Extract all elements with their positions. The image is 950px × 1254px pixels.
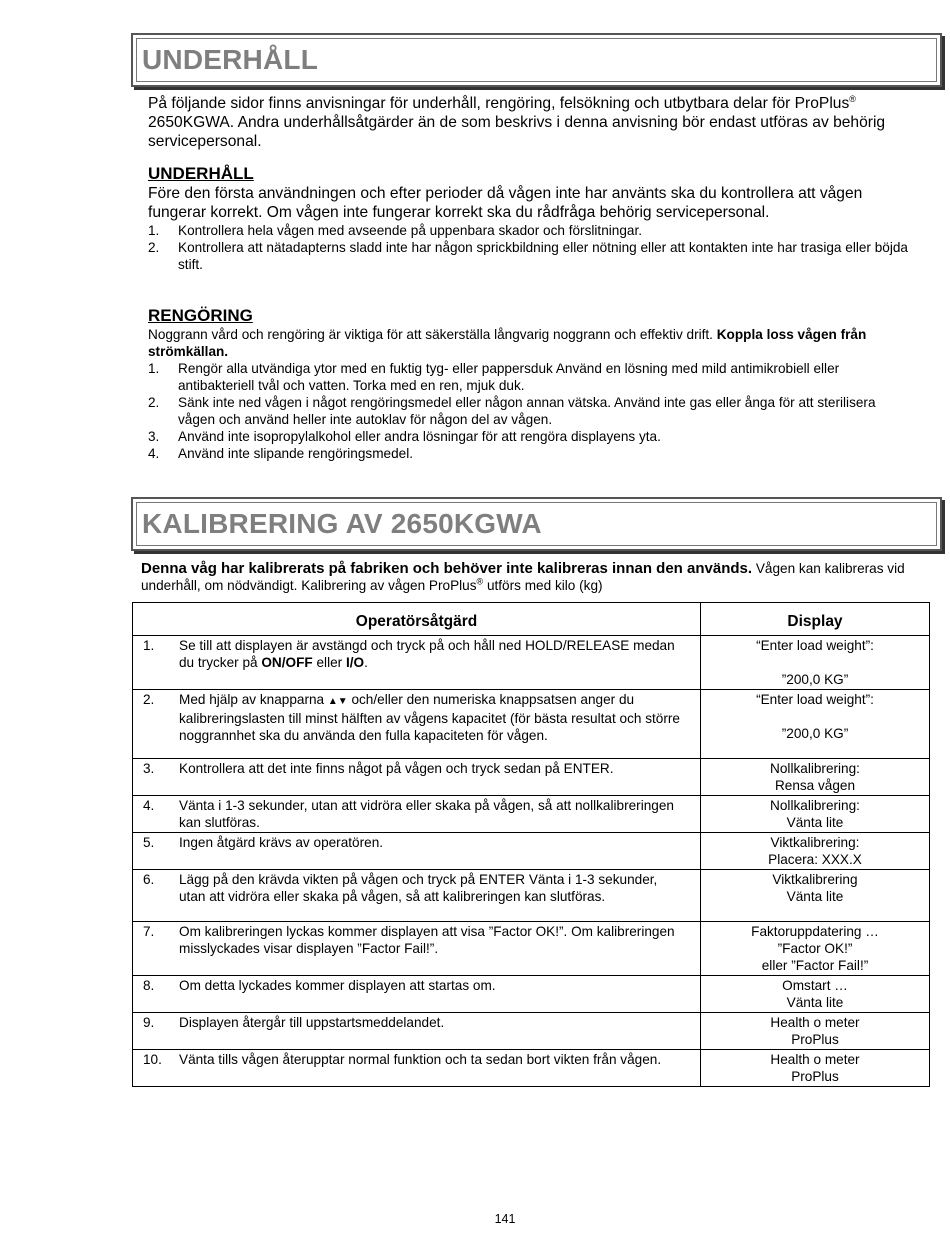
display-line-3: eller ”Factor Fail!”	[761, 958, 869, 973]
key-i: I	[345, 655, 350, 670]
key-off: OFF	[285, 655, 313, 670]
step-text: Om detta lyckades kommer displayen att startas om.	[179, 978, 496, 993]
cleaning-subsection	[148, 306, 908, 462]
calibration-intro	[141, 560, 931, 594]
display-line-1: Omstart …	[782, 978, 848, 993]
display-line-2: ProPlus	[791, 1069, 839, 1084]
step-number: 1.	[143, 638, 155, 653]
display-line-1: Nollkalibrering:	[770, 798, 860, 813]
step-text: Vänta i 1-3 sekunder, utan att vidröra eller skaka på vågen, så att nollkalibreringen kan slutföras.	[179, 798, 674, 830]
step-text	[179, 637, 684, 671]
display-line-2: ProPlus	[791, 1032, 839, 1047]
list-item	[148, 394, 908, 428]
list-text: Kontrollera att nätadapterns sladd inte har någon sprickbildning eller nötning eller att kontakten inte har trasiga eller böjda stift.	[178, 240, 908, 272]
display-cell	[701, 759, 930, 796]
calibration-intro-bold: Denna våg har kalibrerats på fabriken och behöver inte kalibreras innan den används.	[141, 560, 753, 577]
registered-mark: ®	[476, 576, 484, 587]
intro-paragraph	[148, 94, 908, 151]
list-item	[148, 428, 908, 445]
header-operator-action: Operatörsåtgärd	[133, 603, 701, 636]
list-number: 1.	[148, 361, 160, 376]
operator-cell	[133, 690, 701, 759]
list-text: Kontrollera hela vågen med avseende på uppenbara skador och förslitningar.	[178, 223, 643, 238]
display-line-2: Placera: XXX.X	[768, 852, 862, 867]
operator-cell	[133, 870, 701, 922]
list-item	[148, 360, 908, 394]
operator-cell	[133, 1013, 701, 1050]
list-text: Sänk inte ned vågen i något rengöringsmedel eller någon annan vätska. Använd inte gas eller ånga för att sterilisera vågen och använd heller inte autoklav för någon del av vågen.	[178, 395, 876, 427]
table-row	[133, 636, 930, 690]
table-row	[133, 1013, 930, 1050]
step-number: 6.	[143, 872, 155, 887]
display-line-2: ”Factor OK!”	[777, 941, 853, 956]
operator-cell	[133, 1050, 701, 1087]
display-cell	[701, 636, 930, 690]
page-number: 141	[494, 1212, 516, 1226]
operator-cell	[133, 976, 701, 1013]
display-line-2: Rensa vågen	[774, 778, 856, 793]
up-down-arrows-icon: ▲▼	[327, 696, 348, 707]
key-o: O	[353, 655, 365, 670]
cleaning-text-bold: Koppla loss vågen från strömkällan.	[148, 327, 867, 359]
step-text: Kontrollera att det inte finns något på vågen och tryck sedan på ENTER.	[179, 761, 614, 776]
section-heading-maintenance	[131, 33, 942, 87]
maintenance-list	[148, 222, 908, 273]
display-cell	[701, 1050, 930, 1087]
display-line-2: Vänta lite	[786, 995, 844, 1010]
table-row	[133, 870, 930, 922]
step-text-end: .	[364, 655, 368, 670]
step-number: 9.	[143, 1015, 155, 1030]
step-text: Displayen återgår till uppstartsmeddelandet.	[179, 1015, 445, 1030]
table-header-row	[133, 603, 930, 636]
section-title: UNDERHÅLL	[142, 44, 319, 75]
display-line-2: ”200,0 KG”	[781, 672, 849, 687]
header-display: Display	[701, 603, 930, 636]
display-line-1: Viktkalibrering:	[770, 835, 860, 850]
list-number: 1.	[148, 223, 160, 238]
table-row	[133, 833, 930, 870]
maintenance-subsection	[148, 164, 908, 273]
intro-text-2: 2650KGWA. Andra underhållsåtgärder än de som beskrivs i denna anvisning bör endast utföras av behörig servicepersonal.	[148, 114, 886, 150]
display-cell	[701, 796, 930, 833]
cleaning-text-plain: Noggrann vård och rengöring är viktiga för att säkerställa långvarig noggrann och effektiv drift.	[148, 327, 717, 342]
step-text: Ingen åtgärd krävs av operatören.	[179, 835, 384, 850]
display-spacer	[703, 654, 927, 671]
display-spacer	[703, 708, 927, 725]
display-line-2: Vänta lite	[786, 815, 844, 830]
registered-mark: ®	[849, 93, 856, 104]
key-sep: /	[349, 655, 354, 670]
operator-cell	[133, 796, 701, 833]
list-number: 4.	[148, 446, 160, 461]
display-line-1: Faktoruppdatering …	[751, 924, 879, 939]
list-item	[148, 445, 908, 462]
display-line-1: “Enter load weight”:	[756, 692, 874, 707]
calibration-intro-text: Vågen kan kalibreras vid underhåll, om nödvändigt. Kalibrering av vågen ProPlus	[141, 561, 905, 593]
calibration-table	[132, 602, 930, 1087]
step-number: 2.	[143, 692, 155, 707]
key-sep: /	[281, 655, 286, 670]
step-text-post: och/eller den numeriska knappsatsen anger du kalibreringslasten till minst hälften av vågens kapacitet (för bästa resultat och större noggrannhet ska du använda den fulla kapaciteten för vågen.	[179, 692, 680, 743]
step-text-pre: Med hjälp av knapparna	[179, 692, 328, 707]
table-row	[133, 759, 930, 796]
list-text: Rengör alla utvändiga ytor med en fuktig tyg- eller pappersduk Använd en lösning med mild antimikrobiell eller antibakteriell tvål och vatten. Torka med en ren, mjuk duk.	[178, 361, 840, 393]
display-line-1: Health o meter	[770, 1015, 860, 1030]
section-title: KALIBRERING AV 2650KGWA	[142, 508, 542, 539]
display-line-2: Vänta lite	[786, 889, 844, 904]
step-number: 5.	[143, 835, 155, 850]
maintenance-text: Före den första användningen och efter perioder då vågen inte har använts ska du kontrollera att vågen fungerar korrekt. Om vågen inte fungerar korrekt ska du rådfråga behörig servicepersonal.	[148, 185, 863, 221]
display-cell	[701, 833, 930, 870]
list-number: 3.	[148, 429, 160, 444]
operator-cell	[133, 636, 701, 690]
table-row	[133, 976, 930, 1013]
cleaning-text	[148, 326, 908, 360]
step-number: 4.	[143, 798, 155, 813]
list-item	[148, 239, 908, 273]
table-row	[133, 922, 930, 976]
list-item	[148, 222, 908, 239]
list-text: Använd inte isopropylalkohol eller andra lösningar för att rengöra displayens yta.	[178, 429, 661, 444]
list-number: 2.	[148, 395, 160, 410]
step-text-pre: Se till att displayen är avstängd och tryck på och håll ned HOLD/RELEASE medan du trycker på	[179, 638, 675, 670]
display-line-1: Viktkalibrering	[772, 872, 858, 887]
operator-cell	[133, 833, 701, 870]
display-cell	[701, 870, 930, 922]
list-text: Använd inte slipande rengöringsmedel.	[178, 446, 414, 461]
section-heading-calibration	[131, 497, 942, 551]
intro-text-1: På följande sidor finns anvisningar för underhåll, rengöring, felsökning och utbytbara delar för ProPlus	[148, 95, 850, 112]
step-number: 7.	[143, 924, 155, 939]
table-row	[133, 1050, 930, 1087]
display-cell	[701, 922, 930, 976]
table-row	[133, 796, 930, 833]
step-number: 3.	[143, 761, 155, 776]
display-line-2: ”200,0 KG”	[781, 726, 849, 741]
cleaning-title: RENGÖRING	[148, 306, 253, 325]
step-text-mid: eller	[312, 655, 346, 670]
step-text: Vänta tills vågen återupptar normal funktion och ta sedan bort vikten från vågen.	[179, 1052, 662, 1067]
display-line-1: Health o meter	[770, 1052, 860, 1067]
display-cell	[701, 976, 930, 1013]
calibration-intro-text-end: utförs med kilo (kg)	[483, 578, 603, 593]
list-number: 2.	[148, 240, 160, 255]
cleaning-list	[148, 360, 908, 462]
key-on: ON	[261, 655, 282, 670]
display-line-1: Nollkalibrering:	[770, 761, 860, 776]
step-text: Om kalibreringen lyckas kommer displayen att visa ”Factor OK!”. Om kalibreringen misslyckades visar displayen ”Factor Fail!”.	[179, 924, 675, 956]
step-number: 10.	[143, 1052, 162, 1067]
display-line-1: “Enter load weight”:	[756, 638, 874, 653]
step-text	[179, 691, 684, 744]
step-text: Lägg på den krävda vikten på vågen och tryck på ENTER Vänta i 1-3 sekunder, utan att vidröra eller skaka på vågen, så att kalibreringen kan slutföras.	[179, 872, 658, 904]
operator-cell	[133, 759, 701, 796]
maintenance-title: UNDERHÅLL	[148, 164, 254, 183]
table-row	[133, 690, 930, 759]
step-number: 8.	[143, 978, 155, 993]
display-cell	[701, 690, 930, 759]
operator-cell	[133, 922, 701, 976]
display-cell	[701, 1013, 930, 1050]
